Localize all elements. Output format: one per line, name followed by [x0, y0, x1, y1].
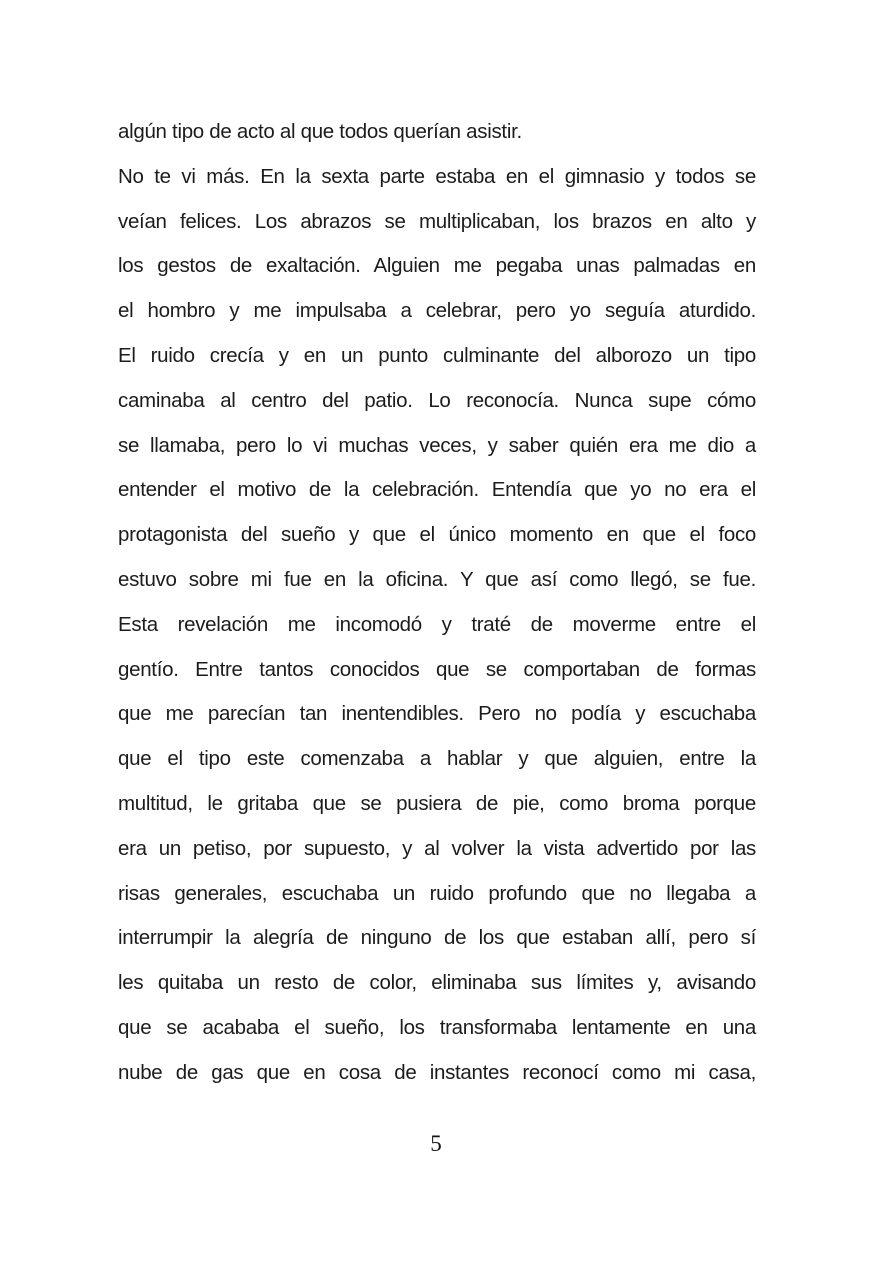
paragraph-main: [118, 155, 756, 1096]
text-line: interrumpir la alegría de ninguno de los que estaban allí, pero sí: [118, 926, 756, 950]
paragraph-fragment: [118, 110, 756, 155]
body-text: [118, 110, 756, 1096]
text-line: el hombro y me impulsaba a celebrar, pero yo seguía aturdido.: [118, 299, 756, 323]
text-line: protagonista del sueño y que el único momento en que el foco: [118, 523, 756, 547]
text-line: caminaba al centro del patio. Lo reconocía. Nunca supe cómo: [118, 388, 756, 412]
text-line: era un petiso, por supuesto, y al volver la vista advertido por las: [118, 836, 756, 860]
text-line: No te vi más. En la sexta parte estaba en el gimnasio y todos se: [118, 164, 756, 188]
text-line: que el tipo este comenzaba a hablar y que alguien, entre la: [118, 747, 756, 771]
page-number: 5: [430, 1131, 442, 1156]
text-line: veían felices. Los abrazos se multiplicaban, los brazos en alto y: [118, 209, 756, 233]
text-line: se llamaba, pero lo vi muchas veces, y saber quién era me dio a: [118, 433, 756, 457]
text-line: los gestos de exaltación. Alguien me pegaba unas palmadas en: [118, 254, 756, 278]
text-line: algún tipo de acto al que todos querían asistir.: [118, 120, 522, 143]
text-line: gentío. Entre tantos conocidos que se comportaban de formas: [118, 657, 756, 681]
text-line: multitud, le gritaba que se pusiera de pie, como broma porque: [118, 791, 756, 815]
text-line: El ruido crecía y en un punto culminante del alborozo un tipo: [118, 343, 756, 367]
text-line: estuvo sobre mi fue en la oficina. Y que así como llegó, se fue.: [118, 567, 756, 591]
text-line: que se acababa el sueño, los transformaba lentamente en una: [118, 1015, 756, 1039]
text-line: nube de gas que en cosa de instantes reconocí como mi casa,: [118, 1060, 756, 1084]
text-line: risas generales, escuchaba un ruido profundo que no llegaba a: [118, 881, 756, 905]
text-line: que me parecían tan inentendibles. Pero no podía y escuchaba: [118, 702, 756, 726]
text-line: Esta revelación me incomodó y traté de moverme entre el: [118, 612, 756, 636]
text-line: les quitaba un resto de color, eliminaba sus límites y, avisando: [118, 971, 756, 995]
text-line: entender el motivo de la celebración. Entendía que yo no era el: [118, 478, 756, 502]
